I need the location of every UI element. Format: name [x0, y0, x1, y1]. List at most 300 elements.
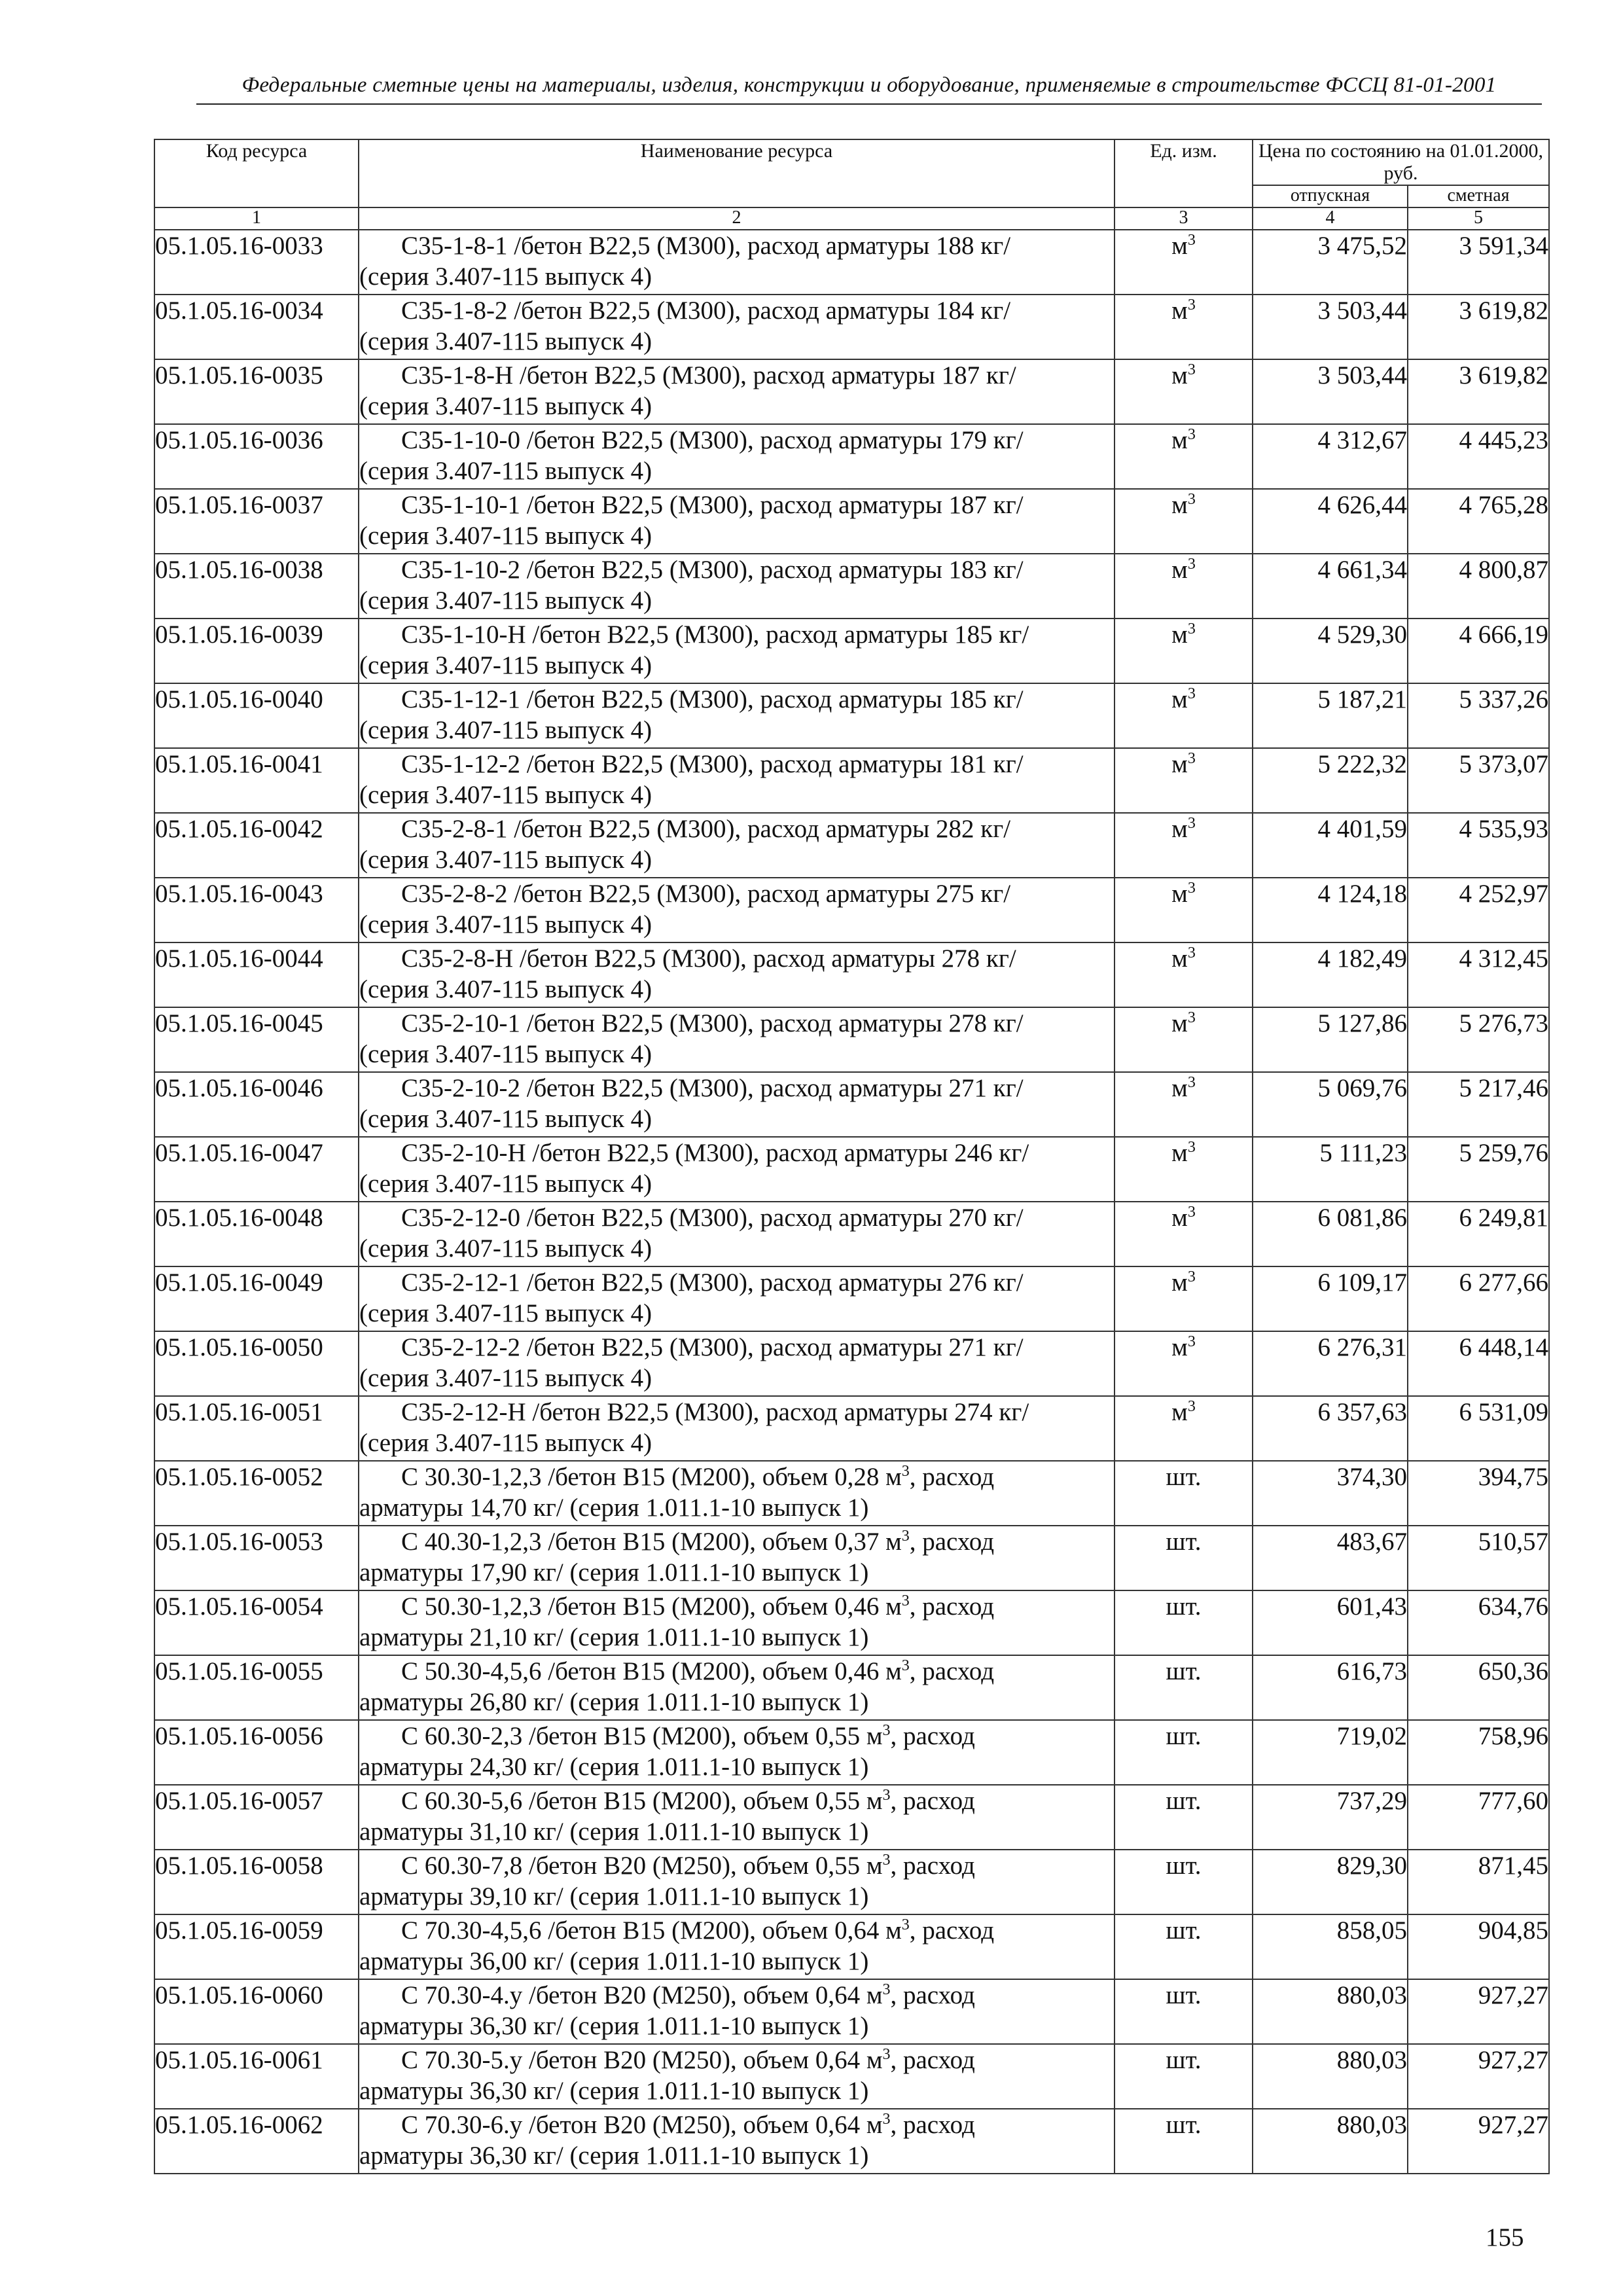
table-row	[154, 1655, 1549, 1720]
resource-code: 05.1.05.16-0059	[154, 1914, 359, 1979]
resource-name-line1: С35-2-10-2 /бетон В22,5 (М300), расход арматуры 271 кг/	[401, 1074, 1024, 1102]
unit-text: шт.	[1166, 1981, 1202, 2009]
resource-name-line1	[359, 1850, 1114, 1881]
resource-unit	[1115, 683, 1253, 748]
table-row	[154, 230, 1549, 295]
table-row	[154, 489, 1549, 554]
resource-name	[359, 1720, 1115, 1785]
resource-name-volume-exponent: 3	[882, 1852, 891, 1869]
resource-name	[359, 813, 1115, 878]
resource-name-tail: , расход	[890, 1852, 975, 1880]
resource-code: 05.1.05.16-0047	[154, 1137, 359, 1202]
resource-code: 05.1.05.16-0053	[154, 1526, 359, 1590]
release-price: 483,67	[1253, 1526, 1408, 1590]
table-row	[154, 1396, 1549, 1461]
resource-name	[359, 2044, 1115, 2109]
table-row	[154, 1785, 1549, 1850]
resource-name-volume-exponent: 3	[882, 1722, 891, 1739]
resource-name-line2: (серия 3.407-115 выпуск 4)	[359, 392, 652, 420]
unit-text: шт.	[1166, 1463, 1202, 1491]
resource-name-line1: С35-1-10-1 /бетон В22,5 (М300), расход арматуры 187 кг/	[401, 491, 1024, 519]
release-price: 5 187,21	[1253, 683, 1408, 748]
estimate-price: 6 448,14	[1408, 1331, 1549, 1396]
estimate-price: 5 217,46	[1408, 1072, 1549, 1137]
table-row	[154, 554, 1549, 619]
resource-name	[359, 1072, 1115, 1137]
resource-unit	[1115, 1979, 1253, 2044]
unit-exponent: 3	[1187, 491, 1196, 508]
resource-name	[359, 359, 1115, 424]
unit-exponent: 3	[1187, 361, 1196, 378]
resource-code: 05.1.05.16-0048	[154, 1202, 359, 1266]
unit-text: м	[1171, 1398, 1188, 1426]
table-row	[154, 1007, 1549, 1072]
release-price: 4 626,44	[1253, 489, 1408, 554]
release-price: 5 127,86	[1253, 1007, 1408, 1072]
resource-name-line2: арматуры 17,90 кг/ (серия 1.011.1-10 выпуск 1)	[359, 1558, 869, 1587]
resource-code: 05.1.05.16-0058	[154, 1850, 359, 1914]
unit-text: шт.	[1166, 1916, 1202, 1945]
unit-text: шт.	[1166, 1787, 1202, 1815]
resource-code: 05.1.05.16-0046	[154, 1072, 359, 1137]
resource-unit	[1115, 748, 1253, 813]
table-row	[154, 1266, 1549, 1331]
table-row	[154, 2044, 1549, 2109]
resource-name	[359, 1137, 1115, 1202]
resource-name-text: С 60.30-7,8 /бетон В20 (М250), объем 0,55 м	[401, 1852, 883, 1880]
resource-name-volume-exponent: 3	[882, 2111, 891, 2128]
resource-name-line1: С35-2-8-Н /бетон В22,5 (М300), расход арматуры 278 кг/	[401, 944, 1016, 973]
unit-exponent: 3	[1187, 880, 1196, 897]
unit-exponent: 3	[1187, 815, 1196, 832]
unit-exponent: 3	[1187, 1139, 1196, 1156]
resource-name-line1: С35-1-10-2 /бетон В22,5 (М300), расход арматуры 183 кг/	[401, 556, 1024, 584]
resource-name-text: С 70.30-6.у /бетон В20 (М250), объем 0,64 м	[401, 2111, 883, 2139]
resource-name-text: С 60.30-5,6 /бетон В15 (М200), объем 0,55 м	[401, 1787, 883, 1815]
resource-code: 05.1.05.16-0043	[154, 878, 359, 942]
resource-unit	[1115, 1526, 1253, 1590]
unit-text: м	[1171, 1333, 1188, 1361]
resource-name-volume-exponent: 3	[901, 1528, 910, 1545]
resource-code: 05.1.05.16-0037	[154, 489, 359, 554]
resource-name-line2: арматуры 36,30 кг/ (серия 1.011.1-10 выпуск 1)	[359, 2142, 869, 2170]
table-row	[154, 683, 1549, 748]
release-price: 6 357,63	[1253, 1396, 1408, 1461]
resource-name-tail: , расход	[909, 1916, 995, 1945]
resource-code: 05.1.05.16-0055	[154, 1655, 359, 1720]
resource-name-line1	[359, 1526, 1114, 1557]
estimate-price: 777,60	[1408, 1785, 1549, 1850]
table-row	[154, 813, 1549, 878]
resource-name-line2: (серия 3.407-115 выпуск 4)	[359, 651, 652, 679]
estimate-price: 3 591,34	[1408, 230, 1549, 295]
resource-name-volume-exponent: 3	[882, 2046, 891, 2063]
resource-name-line2: (серия 3.407-115 выпуск 4)	[359, 586, 652, 615]
resource-unit	[1115, 878, 1253, 942]
resource-name-line1	[359, 1462, 1114, 1492]
release-price: 5 222,32	[1253, 748, 1408, 813]
resource-unit	[1115, 1202, 1253, 1266]
resource-name-line2: арматуры 31,10 кг/ (серия 1.011.1-10 выпуск 1)	[359, 1818, 869, 1846]
estimate-price: 5 259,76	[1408, 1137, 1549, 1202]
resource-name-line1: С35-1-8-1 /бетон В22,5 (М300), расход арматуры 188 кг/	[401, 232, 1011, 260]
unit-exponent: 3	[1187, 944, 1196, 961]
unit-text: м	[1171, 880, 1188, 908]
release-price: 616,73	[1253, 1655, 1408, 1720]
release-price: 4 182,49	[1253, 942, 1408, 1007]
resource-code: 05.1.05.16-0060	[154, 1979, 359, 2044]
table-row	[154, 1720, 1549, 1785]
unit-text: шт.	[1166, 1657, 1202, 1685]
resource-name-line2: арматуры 24,30 кг/ (серия 1.011.1-10 выпуск 1)	[359, 1753, 869, 1781]
resource-name	[359, 1007, 1115, 1072]
resource-name-tail: , расход	[909, 1657, 995, 1685]
resource-name	[359, 489, 1115, 554]
estimate-price: 927,27	[1408, 1979, 1549, 2044]
resource-code: 05.1.05.16-0034	[154, 295, 359, 359]
release-price: 880,03	[1253, 2109, 1408, 2174]
resource-unit	[1115, 1590, 1253, 1655]
unit-text: м	[1171, 426, 1188, 454]
resource-name	[359, 1979, 1115, 2044]
col-number-1: 1	[154, 207, 359, 230]
resource-unit	[1115, 1072, 1253, 1137]
release-price: 6 276,31	[1253, 1331, 1408, 1396]
resource-name-line1	[359, 1915, 1114, 1946]
release-price: 880,03	[1253, 2044, 1408, 2109]
resource-code: 05.1.05.16-0039	[154, 619, 359, 683]
table-row	[154, 1914, 1549, 1979]
col-header-release-price: отпускная	[1253, 185, 1408, 207]
page-number: 155	[1486, 2223, 1524, 2251]
unit-exponent: 3	[1187, 685, 1196, 702]
unit-text: м	[1171, 361, 1188, 389]
estimate-price: 5 276,73	[1408, 1007, 1549, 1072]
resource-name-tail: , расход	[890, 2111, 975, 2139]
resource-name	[359, 1526, 1115, 1590]
resource-name-volume-exponent: 3	[882, 1981, 891, 1998]
resource-unit	[1115, 813, 1253, 878]
estimate-price: 4 445,23	[1408, 424, 1549, 489]
resource-name-line2: (серия 3.407-115 выпуск 4)	[359, 457, 652, 485]
resource-name	[359, 1266, 1115, 1331]
table-row	[154, 2109, 1549, 2174]
estimate-price: 394,75	[1408, 1461, 1549, 1526]
estimate-price: 758,96	[1408, 1720, 1549, 1785]
release-price: 5 111,23	[1253, 1137, 1408, 1202]
header-rule	[196, 103, 1542, 105]
resource-code: 05.1.05.16-0038	[154, 554, 359, 619]
resource-unit	[1115, 1914, 1253, 1979]
resource-unit	[1115, 359, 1253, 424]
resource-name	[359, 683, 1115, 748]
resource-name-line1: С35-1-8-Н /бетон В22,5 (М300), расход арматуры 187 кг/	[401, 361, 1016, 389]
table-row	[154, 1461, 1549, 1526]
resource-name-line1	[359, 1980, 1114, 2011]
resource-unit	[1115, 1785, 1253, 1850]
col-header-unit: Ед. изм.	[1115, 139, 1253, 207]
estimate-price: 871,45	[1408, 1850, 1549, 1914]
estimate-price: 4 535,93	[1408, 813, 1549, 878]
resource-unit	[1115, 1461, 1253, 1526]
resource-unit	[1115, 1137, 1253, 1202]
resource-name-volume-exponent: 3	[901, 1592, 910, 1609]
resource-name	[359, 1850, 1115, 1914]
resource-name-line2: (серия 3.407-115 выпуск 4)	[359, 1234, 652, 1263]
resource-name	[359, 1655, 1115, 1720]
estimate-price: 4 666,19	[1408, 619, 1549, 683]
resource-name-text: С 70.30-4.у /бетон В20 (М250), объем 0,64 м	[401, 1981, 883, 2009]
resource-name-line2: (серия 3.407-115 выпуск 4)	[359, 781, 652, 809]
release-price: 880,03	[1253, 1979, 1408, 2044]
col-number-4: 4	[1253, 207, 1408, 230]
estimate-price: 6 277,66	[1408, 1266, 1549, 1331]
unit-text: м	[1171, 556, 1188, 584]
resource-name	[359, 1914, 1115, 1979]
resource-unit	[1115, 2044, 1253, 2109]
estimate-price: 634,76	[1408, 1590, 1549, 1655]
resource-unit	[1115, 1720, 1253, 1785]
unit-text: шт.	[1166, 1592, 1202, 1621]
estimate-price: 6 531,09	[1408, 1396, 1549, 1461]
resource-name-line2: (серия 3.407-115 выпуск 4)	[359, 716, 652, 744]
unit-exponent: 3	[1187, 1204, 1196, 1221]
resource-code: 05.1.05.16-0041	[154, 748, 359, 813]
col-number-3: 3	[1115, 207, 1253, 230]
col-header-estimate-price: сметная	[1408, 185, 1549, 207]
resource-name	[359, 230, 1115, 295]
table-row	[154, 295, 1549, 359]
release-price: 719,02	[1253, 1720, 1408, 1785]
estimate-price: 4 252,97	[1408, 878, 1549, 942]
resource-name	[359, 942, 1115, 1007]
resource-name-tail: , расход	[909, 1592, 995, 1621]
resource-code: 05.1.05.16-0050	[154, 1331, 359, 1396]
resource-name-line1: С35-1-8-2 /бетон В22,5 (М300), расход арматуры 184 кг/	[401, 296, 1011, 325]
table-row	[154, 1850, 1549, 1914]
resource-name-line2: арматуры 39,10 кг/ (серия 1.011.1-10 выпуск 1)	[359, 1882, 869, 1910]
page-header-title: Федеральные сметные цены на материалы, изделия, конструкции и оборудование, применяемые в строительстве ФССЦ 81-01-2001	[241, 73, 1497, 97]
resource-code: 05.1.05.16-0062	[154, 2109, 359, 2174]
resource-name-line2: арматуры 36,30 кг/ (серия 1.011.1-10 выпуск 1)	[359, 2012, 869, 2040]
resource-code: 05.1.05.16-0057	[154, 1785, 359, 1850]
unit-exponent: 3	[1187, 232, 1196, 249]
resource-code: 05.1.05.16-0061	[154, 2044, 359, 2109]
estimate-price: 3 619,82	[1408, 359, 1549, 424]
col-header-code: Код ресурса	[154, 139, 359, 207]
resource-name-line1: С35-2-12-0 /бетон В22,5 (М300), расход арматуры 270 кг/	[401, 1204, 1024, 1232]
release-price: 4 124,18	[1253, 878, 1408, 942]
resource-name-line1	[359, 2109, 1114, 2140]
resource-name-line1: С35-2-8-2 /бетон В22,5 (М300), расход арматуры 275 кг/	[401, 880, 1011, 908]
resource-unit	[1115, 1007, 1253, 1072]
resource-name	[359, 748, 1115, 813]
resource-name-volume-exponent: 3	[901, 1657, 910, 1674]
resource-name-line1: С35-2-12-1 /бетон В22,5 (М300), расход арматуры 276 кг/	[401, 1268, 1024, 1297]
resource-code: 05.1.05.16-0052	[154, 1461, 359, 1526]
resource-code: 05.1.05.16-0036	[154, 424, 359, 489]
table-row	[154, 619, 1549, 683]
release-price: 3 503,44	[1253, 295, 1408, 359]
unit-exponent: 3	[1187, 1398, 1196, 1415]
resource-name-line2: (серия 3.407-115 выпуск 4)	[359, 327, 652, 355]
resource-name	[359, 1785, 1115, 1850]
resource-name	[359, 1461, 1115, 1526]
resource-price-table	[154, 139, 1550, 2174]
unit-text: м	[1171, 685, 1188, 713]
release-price: 5 069,76	[1253, 1072, 1408, 1137]
estimate-price: 6 249,81	[1408, 1202, 1549, 1266]
resource-unit	[1115, 295, 1253, 359]
resource-name	[359, 619, 1115, 683]
estimate-price: 650,36	[1408, 1655, 1549, 1720]
resource-name-line1: С35-1-12-1 /бетон В22,5 (М300), расход арматуры 185 кг/	[401, 685, 1024, 713]
resource-name-line1	[359, 1656, 1114, 1687]
estimate-price: 5 337,26	[1408, 683, 1549, 748]
unit-exponent: 3	[1187, 620, 1196, 637]
estimate-price: 4 765,28	[1408, 489, 1549, 554]
unit-exponent: 3	[1187, 426, 1196, 443]
resource-name-text: С 50.30-4,5,6 /бетон В15 (М200), объем 0,46 м	[401, 1657, 902, 1685]
resource-name-line1: С35-2-10-1 /бетон В22,5 (М300), расход арматуры 278 кг/	[401, 1009, 1024, 1037]
resource-name-tail: , расход	[890, 1981, 975, 2009]
resource-unit	[1115, 942, 1253, 1007]
resource-name-line2: (серия 3.407-115 выпуск 4)	[359, 846, 652, 874]
unit-exponent: 3	[1187, 1009, 1196, 1026]
resource-name-line1	[359, 1785, 1114, 1816]
table-row	[154, 1137, 1549, 1202]
release-price: 737,29	[1253, 1785, 1408, 1850]
unit-text: м	[1171, 1074, 1188, 1102]
unit-exponent: 3	[1187, 1333, 1196, 1350]
unit-exponent: 3	[1187, 1268, 1196, 1285]
resource-name	[359, 1331, 1115, 1396]
unit-exponent: 3	[1187, 296, 1196, 314]
table-row	[154, 1526, 1549, 1590]
resource-name-line1	[359, 2045, 1114, 2075]
resource-unit	[1115, 2109, 1253, 2174]
unit-text: м	[1171, 944, 1188, 973]
resource-name-line1: С35-1-10-0 /бетон В22,5 (М300), расход арматуры 179 кг/	[401, 426, 1024, 454]
table-row	[154, 942, 1549, 1007]
resource-name-line2: (серия 3.407-115 выпуск 4)	[359, 975, 652, 1003]
unit-text: шт.	[1166, 1852, 1202, 1880]
resource-name	[359, 1590, 1115, 1655]
table-row	[154, 1979, 1549, 2044]
estimate-price: 927,27	[1408, 2044, 1549, 2109]
resource-name-line2: (серия 3.407-115 выпуск 4)	[359, 1299, 652, 1327]
resource-name-line2: (серия 3.407-115 выпуск 4)	[359, 910, 652, 939]
resource-unit	[1115, 230, 1253, 295]
unit-text: м	[1171, 296, 1188, 325]
release-price: 4 312,67	[1253, 424, 1408, 489]
resource-name	[359, 2109, 1115, 2174]
unit-text: м	[1171, 232, 1188, 260]
resource-name-tail: , расход	[890, 1787, 975, 1815]
resource-code: 05.1.05.16-0049	[154, 1266, 359, 1331]
unit-text: шт.	[1166, 1722, 1202, 1750]
release-price: 858,05	[1253, 1914, 1408, 1979]
resource-name-line1: С35-2-12-2 /бетон В22,5 (М300), расход арматуры 271 кг/	[401, 1333, 1024, 1361]
resource-name-line1	[359, 1721, 1114, 1751]
resource-unit	[1115, 554, 1253, 619]
resource-name	[359, 1396, 1115, 1461]
estimate-price: 4 800,87	[1408, 554, 1549, 619]
resource-name	[359, 554, 1115, 619]
resource-code: 05.1.05.16-0045	[154, 1007, 359, 1072]
table-row	[154, 878, 1549, 942]
table-row	[154, 1202, 1549, 1266]
resource-name-line1: С35-2-12-Н /бетон В22,5 (М300), расход арматуры 274 кг/	[401, 1398, 1029, 1426]
resource-name-volume-exponent: 3	[901, 1916, 910, 1933]
resource-name-text: С 60.30-2,3 /бетон В15 (М200), объем 0,55 м	[401, 1722, 883, 1750]
resource-unit	[1115, 619, 1253, 683]
resource-code: 05.1.05.16-0035	[154, 359, 359, 424]
unit-text: м	[1171, 620, 1188, 649]
release-price: 6 081,86	[1253, 1202, 1408, 1266]
release-price: 4 401,59	[1253, 813, 1408, 878]
release-price: 3 503,44	[1253, 359, 1408, 424]
release-price: 601,43	[1253, 1590, 1408, 1655]
col-number-5: 5	[1408, 207, 1549, 230]
unit-text: м	[1171, 1268, 1188, 1297]
table-row	[154, 424, 1549, 489]
resource-unit	[1115, 424, 1253, 489]
resource-code: 05.1.05.16-0044	[154, 942, 359, 1007]
resource-code: 05.1.05.16-0054	[154, 1590, 359, 1655]
resource-unit	[1115, 489, 1253, 554]
resource-name-text: С 40.30-1,2,3 /бетон В15 (М200), объем 0,37 м	[401, 1528, 902, 1556]
release-price: 829,30	[1253, 1850, 1408, 1914]
estimate-price: 904,85	[1408, 1914, 1549, 1979]
unit-text: м	[1171, 1009, 1188, 1037]
resource-name-line2: арматуры 21,10 кг/ (серия 1.011.1-10 выпуск 1)	[359, 1623, 869, 1651]
resource-name-line2: (серия 3.407-115 выпуск 4)	[359, 1429, 652, 1457]
resource-name-line2: арматуры 36,30 кг/ (серия 1.011.1-10 выпуск 1)	[359, 2077, 869, 2105]
resource-name	[359, 295, 1115, 359]
resource-name-line2: (серия 3.407-115 выпуск 4)	[359, 1364, 652, 1392]
resource-name-line1: С35-2-8-1 /бетон В22,5 (М300), расход арматуры 282 кг/	[401, 815, 1011, 843]
resource-name-line2: (серия 3.407-115 выпуск 4)	[359, 1105, 652, 1133]
col-header-price-group: Цена по состоянию на 01.01.2000, руб.	[1253, 139, 1549, 185]
resource-name-volume-exponent: 3	[882, 1787, 891, 1804]
estimate-price: 5 373,07	[1408, 748, 1549, 813]
unit-text: м	[1171, 1139, 1188, 1167]
resource-name-line1: С35-1-12-2 /бетон В22,5 (М300), расход арматуры 181 кг/	[401, 750, 1024, 778]
resource-name-tail: , расход	[890, 1722, 975, 1750]
resource-code: 05.1.05.16-0051	[154, 1396, 359, 1461]
resource-name-tail: , расход	[890, 2046, 975, 2074]
resource-code: 05.1.05.16-0040	[154, 683, 359, 748]
resource-name	[359, 1202, 1115, 1266]
table-row	[154, 1331, 1549, 1396]
unit-text: м	[1171, 1204, 1188, 1232]
release-price: 4 661,34	[1253, 554, 1408, 619]
release-price: 6 109,17	[1253, 1266, 1408, 1331]
unit-exponent: 3	[1187, 750, 1196, 767]
resource-name-volume-exponent: 3	[901, 1463, 910, 1480]
resource-unit	[1115, 1331, 1253, 1396]
estimate-price: 3 619,82	[1408, 295, 1549, 359]
unit-text: шт.	[1166, 1528, 1202, 1556]
resource-name	[359, 878, 1115, 942]
release-price: 374,30	[1253, 1461, 1408, 1526]
estimate-price: 510,57	[1408, 1526, 1549, 1590]
col-number-2: 2	[359, 207, 1115, 230]
table-row	[154, 748, 1549, 813]
unit-exponent: 3	[1187, 1074, 1196, 1091]
resource-name-text: С 50.30-1,2,3 /бетон В15 (М200), объем 0,46 м	[401, 1592, 902, 1621]
